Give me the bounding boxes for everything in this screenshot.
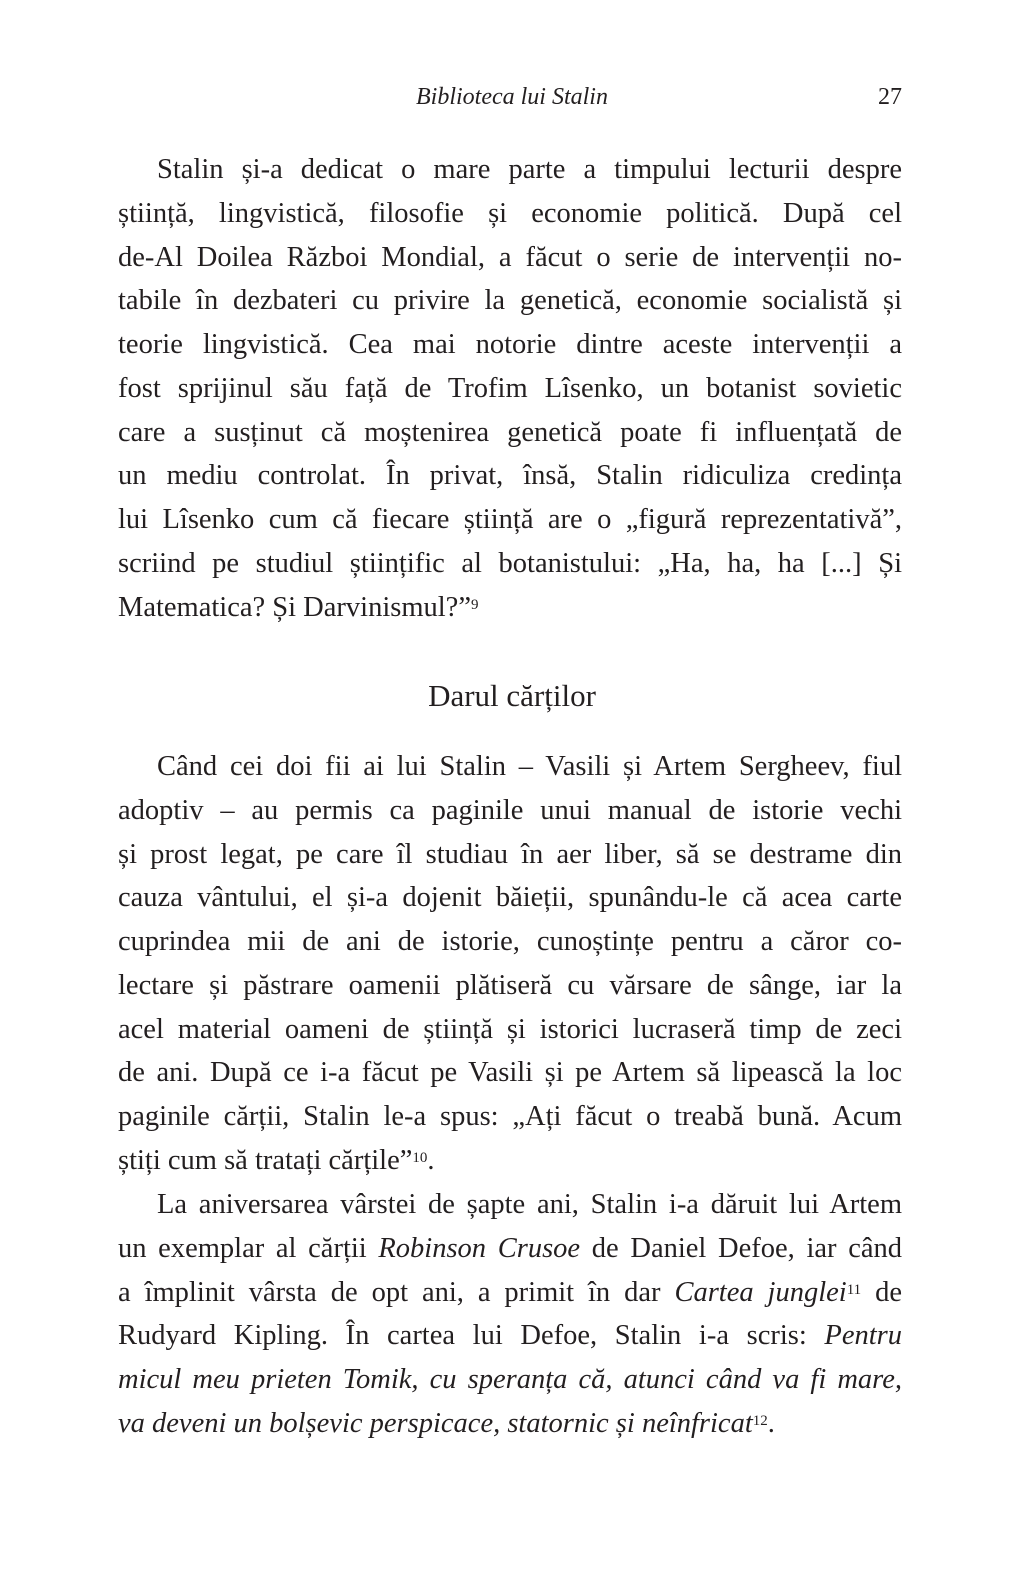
text-segment: micul meu prieten Tomik, cu speranța că, atunci când va fi mare,	[118, 1364, 902, 1395]
text-segment: paginile cărții, Stalin le-a spus: „Ați făcut o treabă bună. Acum	[118, 1101, 902, 1132]
text-segment: teorie lingvistică. Cea mai notorie dintre aceste intervenții a	[118, 329, 902, 360]
text-line	[118, 1008, 902, 1052]
text-segment: va deveni un bolșevic perspicace, statornic și neînfricat	[118, 1407, 753, 1439]
text-line	[118, 789, 902, 833]
text-segment: .	[767, 1407, 775, 1439]
text-segment: Rudyard Kipling. În cartea lui Defoe, Stalin i-a scris:	[118, 1320, 825, 1352]
section-heading: Darul cărților	[428, 678, 596, 713]
text-segment: acel material oameni de știință și istorici lucraseră timp de zeci	[118, 1013, 902, 1045]
text-segment: .	[427, 1144, 435, 1176]
text-line	[118, 498, 902, 542]
text-segment: de	[861, 1276, 903, 1308]
text-line	[118, 192, 902, 236]
text-line	[118, 920, 902, 964]
text-segment: de-Al Doilea Război Mondial, a făcut o serie de intervenții no-	[118, 241, 902, 273]
text-segment: Matematica? Și Darvinismul?”	[118, 591, 471, 623]
text-line	[118, 1402, 902, 1446]
text-line	[118, 1139, 902, 1183]
running-title: Biblioteca lui Stalin	[416, 84, 608, 110]
text-segment: Stalin și-a dedicat o mare parte a timpului lecturii despre	[157, 154, 902, 185]
text-segment: Pentru	[824, 1320, 902, 1352]
text-segment: fost sprijinul său față de Trofim Lîsenko, un botanist sovietic	[118, 372, 902, 404]
footnote-ref: 11	[846, 1281, 862, 1298]
text-line	[118, 876, 902, 920]
text-segment: Cartea junglei	[674, 1276, 847, 1308]
text-segment: adoptiv – au permis ca paginile unui manual de istorie vechi	[118, 794, 902, 826]
text-line	[118, 1095, 902, 1139]
text-line	[118, 367, 902, 411]
text-segment: Robinson Crusoe	[378, 1232, 581, 1264]
footnote-ref: 10	[412, 1149, 428, 1166]
text-segment: un exemplar al cărții	[118, 1232, 379, 1264]
text-line	[118, 542, 902, 586]
text-segment: cuprindea mii de ani de istorie, cunoștințe pentru a căror co-	[118, 926, 902, 957]
text-segment: a împlinit vârsta de opt ani, a primit în dar	[118, 1276, 675, 1308]
footnote-ref: 9	[470, 596, 479, 613]
text-segment: știință, lingvistică, filosofie și economie politică. După cel	[118, 197, 902, 229]
text-line	[118, 964, 902, 1008]
text-line	[118, 323, 902, 367]
text-line	[118, 236, 902, 280]
text-line	[118, 279, 902, 323]
text-line	[118, 586, 902, 630]
text-segment: de Daniel Defoe, iar când	[580, 1232, 902, 1264]
text-segment: de ani. După ce i-a făcut pe Vasili și pe Artem să lipească la loc	[118, 1057, 902, 1089]
text-segment: tabile în dezbateri cu privire la genetică, economie socialistă și	[118, 285, 902, 317]
text-segment: Când cei doi fii ai lui Stalin – Vasili și Artem Sergheev, fiul	[157, 751, 902, 782]
footnote-ref: 12	[752, 1412, 768, 1429]
text-segment: scriind pe studiul științific al botanistului: „Ha, ha, ha [...] Și	[118, 547, 902, 579]
text-line	[118, 1271, 902, 1315]
text-line	[118, 1314, 902, 1358]
text-segment: La aniversarea vârstei de șapte ani, Stalin i-a dăruit lui Artem	[157, 1189, 902, 1220]
text-segment: lui Lîsenko cum că fiecare știință are o „figură reprezentativă”,	[118, 504, 902, 535]
text-segment: care a susținut că moștenirea genetică poate fi influențată de	[118, 416, 902, 448]
text-segment: știți cum să tratați cărțile”	[118, 1144, 413, 1176]
text-line	[118, 1227, 902, 1271]
text-segment: lectare și păstrare oamenii plătiseră cu vărsare de sânge, iar la	[118, 969, 902, 1001]
paragraph	[118, 148, 902, 629]
text-line	[118, 454, 902, 498]
text-line	[118, 148, 902, 192]
paragraph	[118, 745, 902, 1183]
text-segment: cauza vântului, el și-a dojenit băieții, spunându-le că acea carte	[118, 882, 902, 914]
text-line	[118, 411, 902, 455]
text-line	[118, 745, 902, 789]
text-line	[118, 1051, 902, 1095]
text-line	[118, 1183, 902, 1227]
paragraph	[118, 1183, 902, 1446]
text-segment: un mediu controlat. În privat, însă, Stalin ridiculiza credința	[118, 460, 902, 492]
page-number: 27	[878, 84, 902, 110]
text-segment: și prost legat, pe care îl studiau în aer liber, să se destrame din	[118, 838, 902, 870]
text-line	[118, 1358, 902, 1402]
text-line	[118, 833, 902, 877]
